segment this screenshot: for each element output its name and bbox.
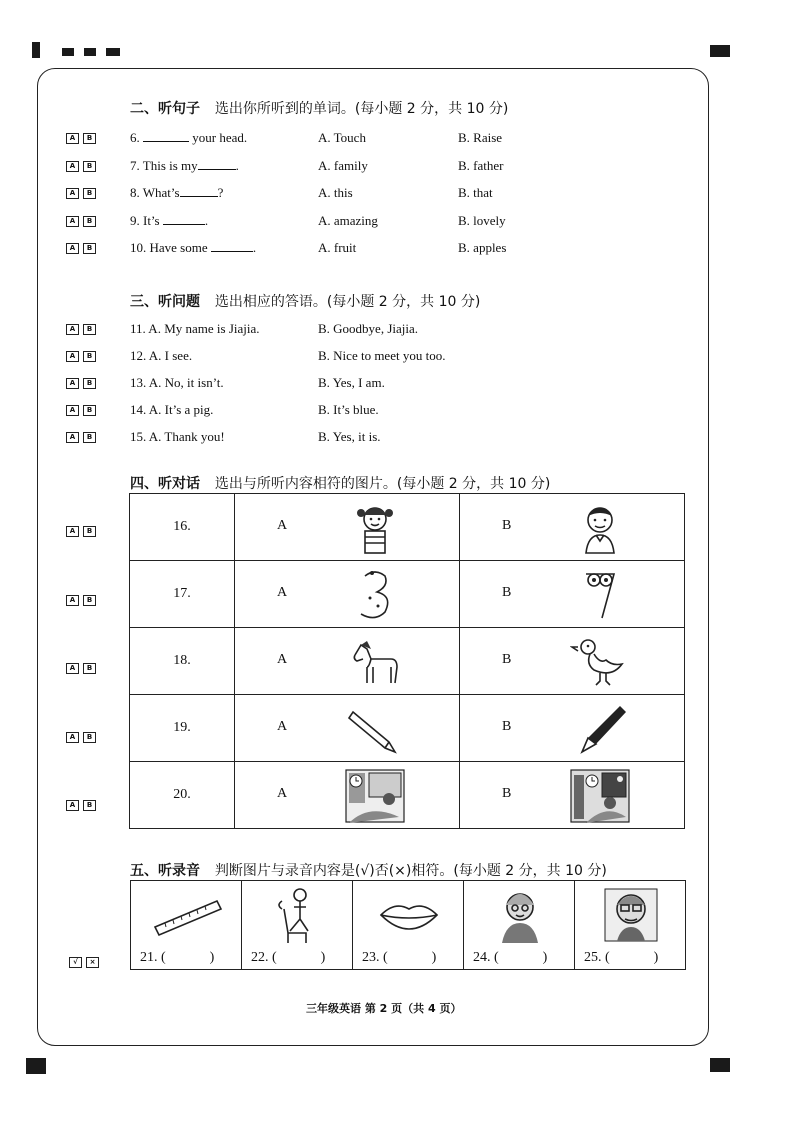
question-text: 6.	[130, 130, 143, 145]
option-a: A. amazing	[318, 212, 378, 228]
option-a-bubble[interactable]: A	[66, 351, 79, 362]
option-a: 13. A. No, it isn’t.	[130, 375, 224, 390]
option-a: 14. A. It’s a pig.	[130, 402, 214, 417]
option-b: B. apples	[458, 240, 507, 255]
question-text: 9. It’s	[130, 212, 163, 228]
section2-question	[130, 158, 239, 174]
night-scene-icon	[570, 769, 630, 823]
number-seven-owl-icon	[570, 568, 630, 622]
option-a-bubble[interactable]: A	[66, 405, 79, 416]
section2-question	[130, 185, 223, 201]
girl-icon	[345, 501, 405, 555]
option-a-bubble[interactable]: A	[66, 216, 79, 227]
cross-bubble[interactable]: ×	[86, 957, 99, 968]
answer-blank[interactable]	[198, 158, 236, 170]
grandma-icon	[484, 887, 556, 943]
section4-instruction: 选出与所听内容相符的图片。(每小题 2 分，共 10 分)	[214, 476, 551, 492]
judge-cell	[131, 881, 242, 970]
picture-option-a[interactable]	[235, 628, 460, 695]
section5-heading	[130, 860, 607, 880]
option-a: A. this	[318, 185, 353, 200]
option-a-bubble[interactable]: A	[66, 526, 79, 537]
option-b-bubble[interactable]: B	[83, 800, 96, 811]
duck-icon	[570, 635, 630, 689]
answer-bubbles[interactable]	[66, 800, 96, 811]
section2-title: 二、听句子	[130, 101, 200, 117]
answer-blank[interactable]	[211, 240, 253, 252]
answer-bubbles[interactable]	[66, 378, 96, 389]
section5-instruction: 判断图片与录音内容是(√)否(×)相符。(每小题 2 分，共 10 分)	[214, 863, 607, 879]
answer-parentheses[interactable]	[584, 950, 658, 966]
answer-bubbles[interactable]	[66, 595, 96, 606]
question-text: ?	[217, 185, 224, 200]
option-a-bubble[interactable]: A	[66, 243, 79, 254]
picture-option-b[interactable]	[460, 561, 685, 628]
registration-mark	[32, 42, 40, 58]
option-a: 15. A. Thank you!	[130, 429, 225, 444]
option-label: A	[277, 786, 288, 801]
question-text: 7. This is my	[130, 157, 198, 173]
close-paren: )	[542, 950, 548, 965]
picture-option-b[interactable]	[460, 695, 685, 762]
section5-answer-bubbles[interactable]	[69, 957, 99, 968]
option-b: B. Raise	[458, 130, 503, 145]
answer-bubbles[interactable]	[66, 526, 96, 537]
option-b: B. It’s blue.	[318, 402, 379, 417]
section5-title: 五、听录音	[130, 863, 200, 879]
question-number: 18.	[130, 628, 235, 695]
grandpa-icon	[595, 887, 667, 943]
option-a-bubble[interactable]: A	[66, 324, 79, 335]
registration-mark	[84, 48, 96, 56]
option-b-bubble[interactable]: B	[83, 351, 96, 362]
sit-down-icon	[262, 887, 334, 943]
answer-parentheses[interactable]	[473, 950, 547, 966]
answer-bubbles[interactable]	[66, 188, 96, 199]
pen-icon	[570, 702, 630, 756]
option-a-bubble[interactable]: A	[66, 188, 79, 199]
picture-row	[130, 561, 685, 628]
pencil-icon	[345, 702, 405, 756]
option-label: A	[277, 585, 288, 600]
registration-mark	[62, 48, 74, 56]
answer-parentheses[interactable]	[140, 950, 214, 966]
option-a-bubble[interactable]: A	[66, 595, 79, 606]
option-label: B	[502, 585, 512, 600]
option-b-bubble[interactable]: B	[83, 595, 96, 606]
judge-cell	[242, 881, 353, 970]
option-b-bubble[interactable]: B	[83, 133, 96, 144]
answer-bubbles[interactable]	[66, 216, 96, 227]
question-text: .	[204, 212, 209, 228]
section2-question	[130, 213, 208, 229]
option-b: B. father	[458, 157, 504, 173]
answer-bubbles[interactable]	[66, 133, 96, 144]
option-a-bubble[interactable]: A	[66, 432, 79, 443]
section4-title: 四、听对话	[130, 476, 200, 492]
option-b-bubble[interactable]: B	[83, 216, 96, 227]
close-paren: )	[653, 950, 659, 965]
option-b-bubble[interactable]: B	[83, 378, 96, 389]
question-number: 20.	[130, 762, 235, 829]
option-b-bubble[interactable]: B	[83, 732, 96, 743]
option-b-bubble[interactable]: B	[83, 663, 96, 674]
option-a-bubble[interactable]: A	[66, 663, 79, 674]
picture-option-a[interactable]	[235, 494, 460, 561]
section2-instruction: 选出你所听到的单词。(每小题 2 分，共 10 分)	[214, 101, 509, 117]
picture-option-a[interactable]	[235, 561, 460, 628]
registration-mark	[106, 48, 120, 56]
option-label: A	[277, 652, 288, 667]
question-text: 8. What’s	[130, 185, 180, 200]
option-a-bubble[interactable]: A	[66, 732, 79, 743]
question-label: 22. (	[251, 950, 277, 965]
option-b: B. Goodbye, Jiajia.	[318, 321, 419, 336]
number-three-giraffe-icon	[345, 568, 405, 622]
section4-picture-table	[129, 493, 685, 829]
boy-icon	[570, 501, 630, 555]
option-b-bubble[interactable]: B	[83, 432, 96, 443]
check-bubble[interactable]: √	[69, 957, 82, 968]
option-a-bubble[interactable]: A	[66, 800, 79, 811]
question-text: .	[235, 157, 239, 173]
option-b: B. Yes, it is.	[318, 429, 381, 444]
option-b: B. that	[458, 185, 493, 200]
option-label: B	[502, 786, 512, 801]
option-label: B	[502, 719, 512, 734]
section3-instruction: 选出相应的答语。(每小题 2 分，共 10 分)	[214, 294, 481, 310]
answer-bubbles[interactable]	[66, 324, 96, 335]
section2-question	[130, 130, 247, 146]
morning-scene-icon	[345, 769, 405, 823]
option-a: A. fruit	[318, 240, 357, 255]
picture-option-b[interactable]	[460, 628, 685, 695]
answer-bubbles[interactable]	[66, 732, 96, 743]
registration-mark	[710, 45, 730, 57]
mouth-icon	[373, 887, 445, 943]
judge-cell	[575, 881, 686, 970]
option-label: A	[277, 719, 288, 734]
question-label: 25. (	[584, 950, 610, 965]
answer-bubbles[interactable]	[66, 161, 96, 172]
answer-bubbles[interactable]	[66, 663, 96, 674]
option-label: B	[502, 518, 512, 533]
option-a-bubble[interactable]: A	[66, 161, 79, 172]
answer-blank[interactable]	[143, 130, 189, 142]
question-text: .	[252, 240, 257, 255]
picture-row	[130, 762, 685, 829]
option-b: B. Yes, I am.	[318, 375, 385, 390]
section4-heading	[130, 473, 550, 493]
picture-row	[130, 494, 685, 561]
answer-parentheses[interactable]	[362, 950, 436, 966]
answer-blank[interactable]	[180, 185, 218, 197]
picture-option-a[interactable]	[235, 762, 460, 829]
option-b-bubble[interactable]: B	[83, 161, 96, 172]
close-paren: )	[320, 950, 326, 965]
section2-heading	[130, 98, 508, 118]
registration-mark	[710, 1058, 730, 1072]
option-b-bubble[interactable]: B	[83, 526, 96, 537]
question-text: your head.	[189, 130, 248, 145]
registration-mark	[26, 1058, 46, 1074]
option-a-bubble[interactable]: A	[66, 378, 79, 389]
picture-option-b[interactable]	[460, 494, 685, 561]
question-text: 10. Have some	[130, 240, 211, 255]
question-number: 17.	[130, 561, 235, 628]
horse-icon	[345, 635, 405, 689]
answer-parentheses[interactable]	[251, 950, 325, 966]
option-a: A. family	[318, 157, 368, 173]
judge-cell	[353, 881, 464, 970]
answer-bubbles[interactable]	[66, 432, 96, 443]
answer-bubbles[interactable]	[66, 243, 96, 254]
question-label: 24. (	[473, 950, 499, 965]
page-footer: 三年级英语 第 2 页（共 4 页）	[306, 1002, 462, 1015]
option-b-bubble[interactable]: B	[83, 243, 96, 254]
ruler-icon	[151, 887, 223, 943]
section3-heading	[130, 291, 480, 311]
picture-option-b[interactable]	[460, 762, 685, 829]
option-a: 11. A. My name is Jiajia.	[130, 321, 260, 336]
option-b-bubble[interactable]: B	[83, 324, 96, 335]
option-b: B. lovely	[458, 212, 506, 228]
close-paren: )	[431, 950, 437, 965]
section3-title: 三、听问题	[130, 294, 200, 310]
option-a-bubble[interactable]: A	[66, 133, 79, 144]
option-a: 12. A. I see.	[130, 348, 193, 363]
question-label: 23. (	[362, 950, 388, 965]
option-label: B	[502, 652, 512, 667]
judge-cell	[464, 881, 575, 970]
question-number: 16.	[130, 494, 235, 561]
picture-option-a[interactable]	[235, 695, 460, 762]
section2-question	[130, 240, 256, 256]
question-label: 21. (	[140, 950, 166, 965]
answer-blank[interactable]	[163, 213, 205, 225]
section5-judge-table	[130, 880, 686, 970]
option-label: A	[277, 518, 288, 533]
option-b-bubble[interactable]: B	[83, 405, 96, 416]
option-b-bubble[interactable]: B	[83, 188, 96, 199]
question-number: 19.	[130, 695, 235, 762]
answer-bubbles[interactable]	[66, 405, 96, 416]
option-b: B. Nice to meet you too.	[318, 348, 446, 363]
answer-bubbles[interactable]	[66, 351, 96, 362]
picture-row	[130, 695, 685, 762]
close-paren: )	[209, 950, 215, 965]
option-a: A. Touch	[318, 130, 366, 145]
picture-row	[130, 628, 685, 695]
